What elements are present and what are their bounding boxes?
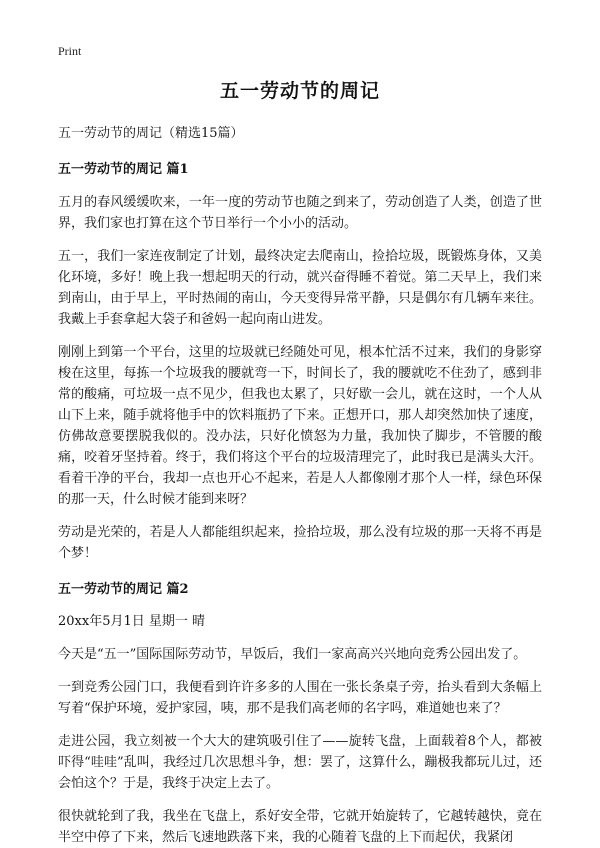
section-1-paragraph-3: 刚刚上到第一个平台，这里的垃圾就已经随处可见，根本忙活不过来，我们的身影穿梭在这里，每拣一个垃圾我的腰就弯一下，时间长了，我的腰就吃不住劲了，感到非常的酸痛，可垃圾一点不见少，但我也太累了，只好歇一会儿，就在这时，一个人从山下上来，随手就将他手中的饮料瓶扔了下来。正想开口，那人却突然加快了速度，仿佛故意要摆脱我似的。没办法，只好化愤怒为力量，我加快了脚步，不管腰的酸痛，咬着牙坚持着。终于，我们将这个平台的垃圾清理完了，此时我已是满头大汗。看着干净的平台，我却一点也开心不起来，若是人人都像刚才那个人一样，绿色环保的那一天，什么时候才能到来呀？ xyxy=(58,345,542,507)
section-1-paragraph-4: 劳动是光荣的，若是人人都能组织起来，捡拾垃圾，那么没有垃圾的那一天将不再是个梦！ xyxy=(58,525,542,561)
section-2-paragraph-4: 很快就轮到了我，我坐在飞盘上，系好安全带，它就开始旋转了，它越转越快，竟在半空中停了下来，然后飞速地跌落下来，我的心随着飞盘的上下而起伏，我紧闭 xyxy=(58,809,542,845)
section-2-paragraph-1: 今天是“五一”国际国际劳动节，早饭后，我们一家高高兴兴地向竞秀公园出发了。 xyxy=(58,647,527,662)
print-link[interactable]: Print xyxy=(58,44,82,58)
section-2-paragraph-2: 一到竞秀公园门口，我便看到许许多多的人围在一张长条桌子旁，抬头看到大条幅上写着“保护环境，爱护家园，咦，那不是我们高老师的名字吗，难道她也来了？ xyxy=(58,680,542,716)
section-1-paragraph-2: 五一，我们一家连夜制定了计划，最终决定去爬南山，捡拾垃圾，既锻炼身体，又美化环境，多好！晚上我一想起明天的行动，就兴奋得睡不着觉。第二天早上，我们来到南山，由于早上，平时热闹的南山，今天变得异常平静，只是偶尔有几辆车来往。我戴上手套拿起大袋子和爸妈一起向南山进发。 xyxy=(58,249,542,327)
section-1-paragraph-1: 五月的春风缓缓吹来，一年一度的劳动节也随之到来了，劳动创造了人类，创造了世界，我们家也打算在这个节日举行一个小小的活动。 xyxy=(58,195,542,231)
section-1-heading: 五一劳动节的周记 篇1 xyxy=(58,162,189,177)
document-subtitle: 五一劳动节的周记（精选15篇） xyxy=(58,126,244,141)
section-2-heading: 五一劳动节的周记 篇2 xyxy=(58,582,189,597)
section-2-paragraph-3: 走进公园，我立刻被一个大大的建筑吸引住了——旋转飞盘，上面载着8个人，都被吓得“哇哇”乱叫，我经过几次思想斗争，想：罢了，这算什么，蹦极我都玩儿过，还会怕这个？于是，我终于决定上去了。 xyxy=(58,734,542,791)
section-2-date: 20xx年5月1日 星期一 晴 xyxy=(58,614,206,629)
page-title: 五一劳动节的周记 xyxy=(219,80,380,102)
